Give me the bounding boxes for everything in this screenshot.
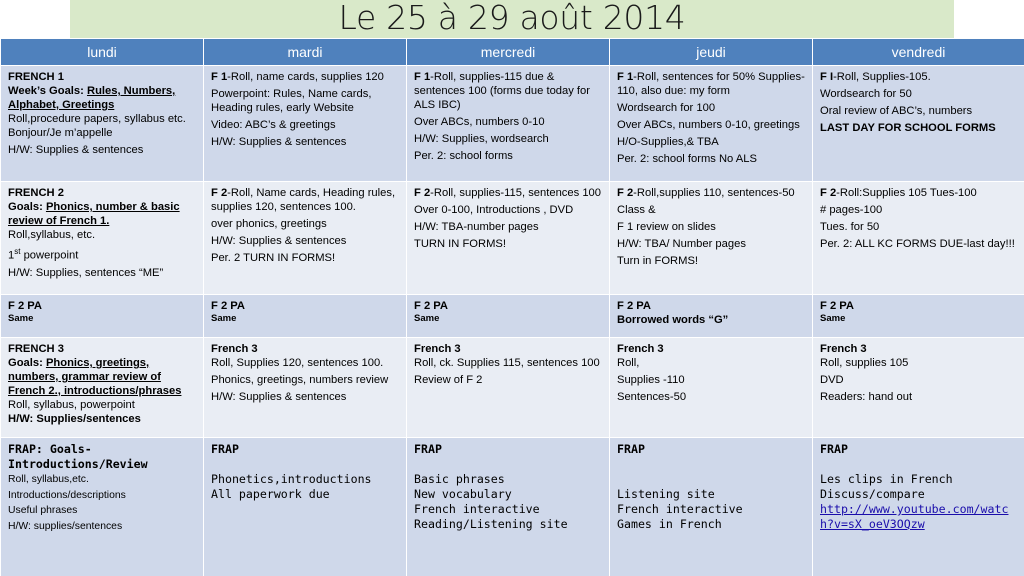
cell-line: Sentences-50 — [617, 391, 687, 403]
cell-line: Phonetics,introductions — [211, 472, 372, 486]
cell-line: Listening site — [617, 487, 715, 501]
table-row-french-2 — [1, 182, 1024, 295]
cell-line: Over ABCs, numbers 0-10 — [414, 116, 545, 128]
cell-line: Same — [820, 313, 846, 324]
cell-heading: F 2 PA — [211, 300, 245, 312]
cell-frap-mercredi — [407, 438, 610, 576]
column-header-lundi: lundi — [1, 39, 204, 66]
page-title: Le 25 à 29 août 2014 — [338, 0, 686, 37]
cell-line: H/W: Supplies & sentences — [211, 235, 347, 247]
cell-line: F 2-Roll,supplies 110, sentences-50 — [617, 187, 795, 199]
cell-french2-jeudi — [610, 182, 813, 295]
goals-line: Goals: Phonics, greetings, numbers, grammar review of French 2., introductions/phrases — [8, 357, 182, 397]
cell-line: Turn in FORMS! — [617, 255, 699, 267]
cell-french2-mardi — [204, 182, 407, 295]
cell-line: Same — [414, 313, 440, 324]
cell-line: F 2-Roll, Name cards, Heading rules, supplies 120, sentences 100. — [211, 187, 396, 213]
cell-line: Roll, supplies 105 — [820, 357, 909, 369]
table-row-french-3 — [1, 338, 1024, 438]
cell-line: H/W: supplies/sentences — [8, 520, 123, 532]
cell-line: Games in French — [617, 517, 722, 531]
cell-line: LAST DAY FOR SCHOOL FORMS — [820, 122, 996, 134]
cell-line: H/W: Supplies & sentences — [211, 391, 347, 403]
cell-line: Introductions/descriptions — [8, 489, 126, 501]
youtube-link[interactable]: http://www.youtube.com/watc — [820, 502, 1009, 516]
cell-line: H/W: Supplies, sentences “ME” — [8, 266, 164, 279]
cell-line: Review of F 2 — [414, 374, 483, 386]
cell-heading: FRENCH 2 — [8, 187, 64, 199]
cell-line: Wordsearch for 100 — [617, 102, 716, 114]
cell-line: Per. 2: ALL KC FORMS DUE-last day!!! — [820, 238, 1015, 250]
cell-line: Same — [211, 313, 237, 324]
cell-heading: F 2 PA — [820, 300, 854, 312]
goals-line: Goals: Phonics, number & basic review of French 1. — [8, 201, 180, 227]
cell-french3-lundi — [1, 338, 204, 438]
table-row-french-1 — [1, 66, 1024, 182]
cell-heading: French 3 — [820, 343, 867, 355]
cell-f2pa-vendredi — [813, 295, 1024, 338]
cell-heading: FRAP — [820, 442, 848, 456]
cell-french3-vendredi — [813, 338, 1024, 438]
column-header-vendredi: vendredi — [813, 39, 1024, 66]
cell-line: F 1-Roll, sentences for 50% Supplies-110, also due: my form — [617, 71, 805, 97]
cell-heading: F 2 PA — [414, 300, 448, 312]
cell-line: Per. 2: school forms — [414, 150, 513, 162]
column-header-jeudi: jeudi — [610, 39, 813, 66]
goals-line: Week’s Goals: Rules, Numbers, Alphabet, Greetings — [8, 85, 176, 111]
cell-french2-vendredi — [813, 182, 1024, 295]
cell-french1-lundi — [1, 66, 204, 182]
cell-heading: FRAP — [414, 442, 442, 456]
cell-french3-mardi — [204, 338, 407, 438]
cell-line: Roll, syllabus,etc. — [8, 474, 89, 485]
cell-line: Reading/Listening site — [414, 517, 568, 531]
cell-heading: French 3 — [211, 343, 258, 355]
header-row — [1, 39, 1024, 66]
cell-line: H/W: Supplies/sentences — [8, 413, 141, 425]
cell-line: Per. 2 TURN IN FORMS! — [211, 252, 336, 264]
table-row-frap — [1, 438, 1024, 576]
cell-line: Roll,procedure papers, syllabus etc. Bonjour/Je m’appelle — [8, 113, 186, 139]
cell-line: Same — [8, 313, 34, 324]
cell-heading: FRAP: Goals- — [8, 442, 92, 456]
cell-line: Discuss/compare — [820, 487, 925, 501]
cell-line: F 1-Roll, supplies-115 due & sentences 100 (forms due today for ALS IBC) — [414, 71, 590, 111]
cell-line: Video: ABC’s & greetings — [211, 119, 336, 131]
cell-line: Supplies -110 — [617, 374, 685, 386]
cell-heading: F 2 PA — [8, 300, 42, 312]
cell-heading: French 3 — [414, 343, 461, 355]
cell-line: French interactive — [617, 502, 743, 516]
cell-line: F I-Roll, Supplies-105. — [820, 71, 931, 83]
cell-line: Useful phrases — [8, 505, 78, 516]
cell-line: Per. 2: school forms No ALS — [617, 153, 757, 165]
cell-f2pa-mercredi — [407, 295, 610, 338]
cell-line: H/W: TBA-number pages — [414, 221, 539, 233]
table-row-f2-pa — [1, 295, 1024, 338]
cell-f2pa-mardi — [204, 295, 407, 338]
cell-line: Wordsearch for 50 — [820, 88, 912, 100]
cell-line: Les clips in French — [820, 472, 953, 486]
cell-heading: FRAP — [617, 442, 645, 456]
youtube-link[interactable]: h?v=sX_oeV3OQzw — [820, 517, 925, 531]
cell-frap-lundi — [1, 438, 204, 576]
column-header-mardi: mardi — [204, 39, 407, 66]
cell-line: over phonics, greetings — [211, 218, 327, 230]
cell-line: H/W: TBA/ Number pages — [617, 238, 746, 250]
cell-line: H/O-Supplies,& TBA — [617, 136, 719, 148]
cell-frap-vendredi — [813, 438, 1024, 576]
weekly-schedule-table — [0, 38, 1024, 576]
cell-french3-mercredi — [407, 338, 610, 438]
cell-line: Tues. for 50 — [820, 221, 880, 233]
cell-line: F 2-Roll:Supplies 105 Tues-100 — [820, 187, 977, 199]
cell-line: Readers: hand out — [820, 391, 913, 403]
cell-french1-mardi — [204, 66, 407, 182]
cell-line: Oral review of ABC’s, numbers — [820, 105, 973, 117]
column-header-mercredi: mercredi — [407, 39, 610, 66]
cell-line: TURN IN FORMS! — [414, 238, 506, 250]
cell-line: Roll, ck. Supplies 115, sentences 100 — [414, 357, 600, 369]
cell-line: Borrowed words “G” — [617, 314, 729, 326]
cell-line: F 1-Roll, name cards, supplies 120 — [211, 71, 384, 83]
cell-line: H/W: Supplies & sentences — [8, 144, 144, 156]
cell-heading: FRENCH 3 — [8, 343, 64, 355]
cell-heading: Introductions/Review — [8, 457, 148, 471]
cell-line: 1st powerpoint — [8, 247, 79, 262]
cell-line: Roll,syllabus, etc. — [8, 229, 96, 241]
cell-line: French interactive — [414, 502, 540, 516]
cell-heading: French 3 — [617, 343, 664, 355]
cell-french3-jeudi — [610, 338, 813, 438]
cell-line: Class & — [617, 204, 656, 216]
cell-line: Over 0-100, Introductions , DVD — [414, 204, 574, 216]
cell-f2pa-jeudi — [610, 295, 813, 338]
cell-line: F 2-Roll, supplies-115, sentences 100 — [414, 187, 601, 199]
cell-line: Phonics, greetings, numbers review — [211, 374, 389, 386]
cell-line: H/W: Supplies, wordsearch — [414, 133, 549, 145]
cell-line: Roll, Supplies 120, sentences 100. — [211, 357, 384, 369]
cell-line: Over ABCs, numbers 0-10, greetings — [617, 119, 800, 131]
cell-line: All paperwork due — [211, 487, 330, 501]
cell-french1-mercredi — [407, 66, 610, 182]
cell-frap-jeudi — [610, 438, 813, 576]
cell-heading: FRENCH 1 — [8, 71, 64, 83]
cell-french2-lundi — [1, 182, 204, 295]
cell-line: New vocabulary — [414, 487, 512, 501]
cell-line: Roll, syllabus, powerpoint — [8, 399, 135, 411]
cell-frap-mardi — [204, 438, 407, 576]
cell-french1-jeudi — [610, 66, 813, 182]
cell-line: Basic phrases — [414, 472, 505, 486]
cell-french2-mercredi — [407, 182, 610, 295]
cell-line: DVD — [820, 374, 844, 386]
cell-line: F 1 review on slides — [617, 221, 716, 233]
cell-f2pa-lundi — [1, 295, 204, 338]
cell-heading: F 2 PA — [617, 300, 651, 312]
cell-french1-vendredi — [813, 66, 1024, 182]
cell-heading: FRAP — [211, 442, 239, 456]
cell-line: # pages-100 — [820, 204, 883, 216]
cell-line: H/W: Supplies & sentences — [211, 136, 347, 148]
cell-line: Powerpoint: Rules, Name cards, Heading rules, early Website — [211, 88, 372, 114]
cell-line: Roll, — [617, 357, 640, 369]
